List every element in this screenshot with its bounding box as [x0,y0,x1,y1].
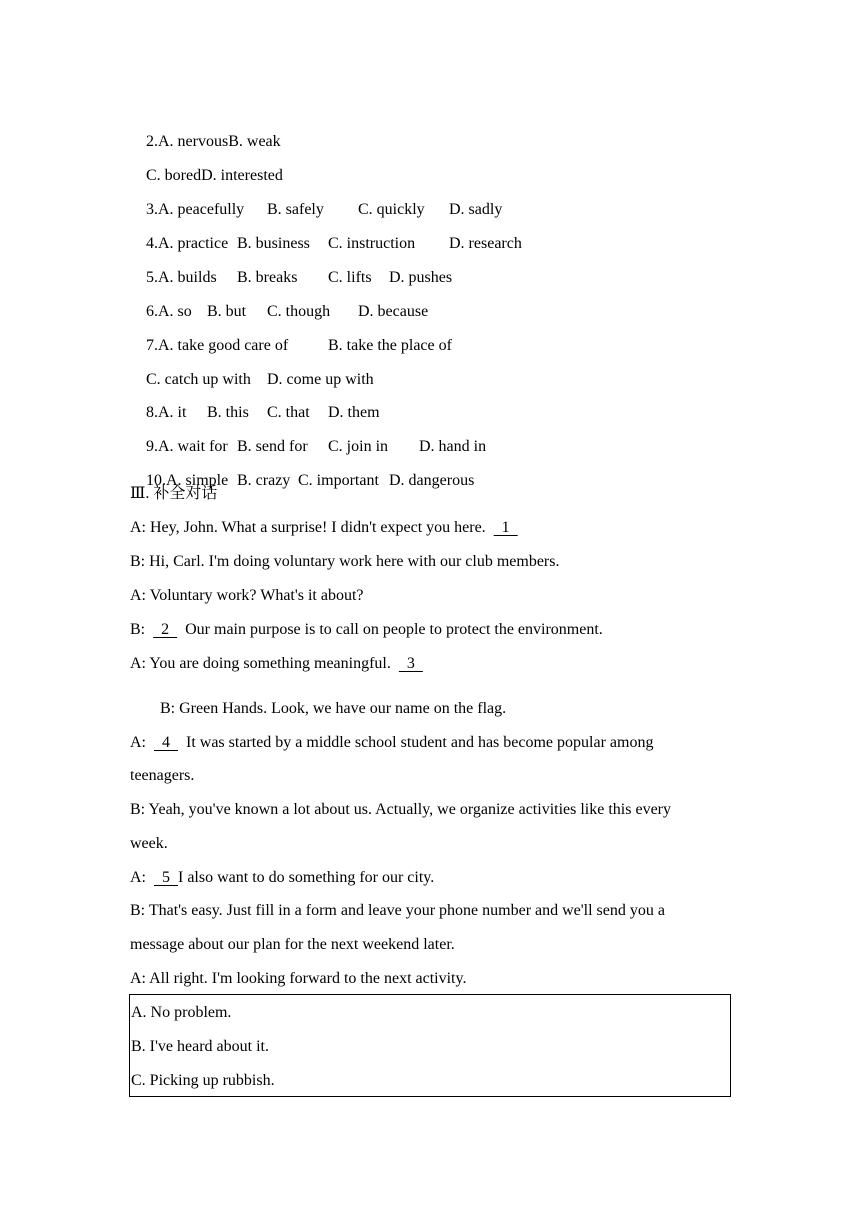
dialogue-line-11 [130,868,434,888]
dialogue-line-9: B: Yeah, you've known a lot about us. Actually, we organize activities like this every [130,801,671,818]
dialogue-text: Our main purpose is to call on people to protect the environment. [177,621,603,638]
blank-3: 3 [398,655,423,672]
option-d: D. pushes [389,269,453,286]
dialogue-line-6: B: Green Hands. Look, we have our name on the flag. [160,700,507,717]
option-d: D. them [328,404,380,421]
option-a: 4.A. practice [146,235,229,252]
option-d: D. dangerous [389,472,475,489]
blank-1: 1 [493,519,518,536]
option-b: B. safely [267,201,324,218]
option-a: 8.A. it [146,404,187,421]
dialogue-line-4 [130,620,603,640]
option-a: 6.A. so [146,303,192,320]
option-d: D. because [358,303,429,320]
option-a: 3.A. peacefully [146,201,245,218]
dialogue-line-13: message about our plan for the next weekend later. [130,936,455,953]
option-b: B. take the place of [328,337,452,354]
dialogue-line-12: B: That's easy. Just fill in a form and leave your phone number and we'll send you a [130,902,665,919]
option-b: B. business [237,235,310,252]
dialogue-text: A: [130,869,154,886]
option-c: C. lifts [328,269,372,286]
answer-choice-b: B. I've heard about it. [131,1038,269,1055]
option-c: C. that [267,404,310,421]
option-a: 9.A. wait for [146,438,228,455]
option-d: D. hand in [419,438,487,455]
dialogue-text: B: [130,621,154,638]
option-c: C. join in [328,438,389,455]
dialogue-text: I also want to do something for our city. [178,869,435,886]
option-b: B. weak [228,133,281,150]
answer-choices-box [129,994,731,1097]
option-c: C. important [298,472,379,489]
dialogue-text: A: [130,734,154,751]
blank-2: 2 [153,621,178,638]
option-a: 2.A. nervous [146,133,229,150]
dialogue-text: It was started by a middle school student and has become popular among [178,734,654,751]
dialogue-line-10: week. [130,835,168,852]
option-c: C. catch up with [146,371,251,388]
answer-choice-c: C. Picking up rubbish. [131,1072,275,1089]
option-c: C. though [267,303,331,320]
option-c: C. bored [146,167,202,184]
section-header: Ⅲ. 补全对话 [130,485,218,502]
option-b: B. breaks [237,269,298,286]
dialogue-line-8: teenagers. [130,767,195,784]
option-d: D. sadly [449,201,503,218]
option-c: C. quickly [358,201,425,218]
dialogue-line-14: A: All right. I'm looking forward to the next activity. [130,970,467,987]
option-b: B. crazy [237,472,291,489]
blank-4: 4 [154,734,178,751]
option-a: 5.A. builds [146,269,217,286]
dialogue-line-2: B: Hi, Carl. I'm doing voluntary work here with our club members. [130,553,560,570]
answer-choice-a: A. No problem. [131,1004,232,1021]
dialogue-line-5 [130,654,423,674]
option-b: B. send for [237,438,308,455]
dialogue-line-3: A: Voluntary work? What's it about? [130,587,364,604]
option-b: B. but [207,303,247,320]
option-c: C. instruction [328,235,416,252]
option-d: D. research [449,235,522,252]
option-b: B. this [207,404,249,421]
option-a: 7.A. take good care of [146,337,289,354]
dialogue-line-1 [130,518,518,538]
option-d: D. come up with [267,371,374,388]
dialogue-line-7 [130,733,653,753]
option-d: D. interested [201,167,283,184]
option-a: 10.A. simple [146,472,229,489]
dialogue-text: A: You are doing something meaningful. [130,655,399,672]
dialogue-text: A: Hey, John. What a surprise! I didn't expect you here. [130,519,494,536]
blank-5: 5 [154,869,178,886]
